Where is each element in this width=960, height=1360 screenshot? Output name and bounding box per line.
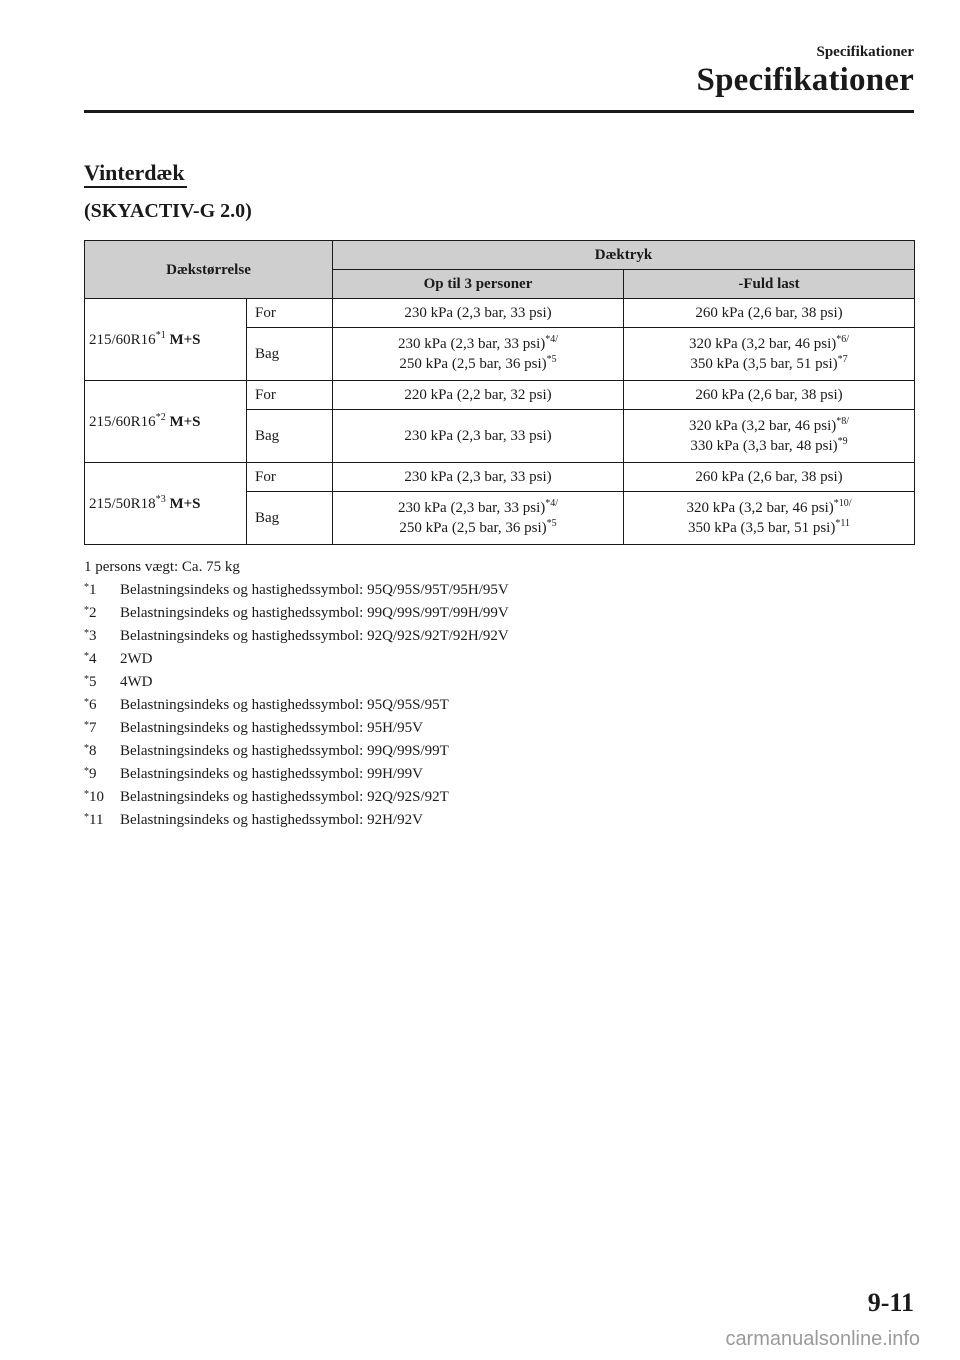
footnote-text: Belastningsindeks og hastighedssymbol: 95Q/95S/95T/95H/95V bbox=[120, 582, 509, 598]
table-row bbox=[85, 381, 915, 410]
table-row bbox=[85, 299, 915, 328]
footnote-item bbox=[84, 717, 509, 740]
footnote-key: *10 bbox=[84, 789, 104, 805]
pressure-cell: 320 kPa (3,2 bar, 46 psi)$^{*8/}$ 330 kPa (3,3 bar, 48 psi)$^{*9}$ bbox=[624, 410, 915, 463]
header-divider bbox=[84, 110, 914, 113]
tire-size-cell: 215/60R16$^{*2}$ M+S bbox=[85, 381, 247, 463]
footnote-key: *9 bbox=[84, 766, 97, 782]
footnote-key: *11 bbox=[84, 812, 104, 828]
footnote-item bbox=[84, 694, 509, 717]
position-rear: Bag bbox=[247, 328, 333, 381]
engine-subtitle: (SKYACTIV-G 2.0) bbox=[84, 200, 252, 222]
position-rear: Bag bbox=[247, 492, 333, 545]
footnote-text: Belastningsindeks og hastighedssymbol: 95Q/95S/95T bbox=[120, 697, 449, 713]
pressure-cell: 220 kPa (2,2 bar, 32 psi) bbox=[333, 381, 624, 410]
footnote-item bbox=[84, 763, 509, 786]
pressure-cell: 230 kPa (2,3 bar, 33 psi)$^{*4/}$ 250 kPa (2,5 bar, 36 psi)$^{*5}$ bbox=[333, 328, 624, 381]
footnote-key: *1 bbox=[84, 582, 97, 598]
mud-snow-mark: M+S bbox=[169, 495, 201, 512]
footnote-text: 4WD bbox=[120, 674, 153, 690]
footnote-text: 2WD bbox=[120, 651, 153, 667]
pressure-cell: 260 kPa (2,6 bar, 38 psi) bbox=[624, 463, 915, 492]
pressure-cell: 230 kPa (2,3 bar, 33 psi) bbox=[333, 463, 624, 492]
mud-snow-mark: M+S bbox=[169, 331, 201, 348]
tire-size-cell: 215/60R16$^{*1}$ M+S bbox=[85, 299, 247, 381]
footnote-item bbox=[84, 579, 509, 602]
footnote-text: Belastningsindeks og hastighedssymbol: 92Q/92S/92T bbox=[120, 789, 449, 805]
pressure-cell: 260 kPa (2,6 bar, 38 psi) bbox=[624, 381, 915, 410]
running-header-small: Specifikationer bbox=[816, 44, 914, 60]
pressure-cell: 230 kPa (2,3 bar, 33 psi) bbox=[333, 410, 624, 463]
footnote-text: Belastningsindeks og hastighedssymbol: 99Q/99S/99T/99H/99V bbox=[120, 605, 509, 621]
footnote-key: *6 bbox=[84, 697, 97, 713]
site-watermark: carmanualsonline.info bbox=[725, 1328, 920, 1350]
pressure-cell: 230 kPa (2,3 bar, 33 psi)$^{*4/}$ 250 kPa (2,5 bar, 36 psi)$^{*5}$ bbox=[333, 492, 624, 545]
footnote-key: *7 bbox=[84, 720, 97, 736]
section-title: Vinterdæk bbox=[84, 160, 185, 185]
footnote-item bbox=[84, 648, 509, 671]
footnote-item bbox=[84, 740, 509, 763]
footnote-item bbox=[84, 625, 509, 648]
header-tire-pressure: Dæktryk bbox=[333, 241, 915, 270]
footnote-key: *4 bbox=[84, 651, 97, 667]
header-up-to-3-persons: Op til 3 personer bbox=[333, 270, 624, 299]
footnote-text: Belastningsindeks og hastighedssymbol: 95H/95V bbox=[120, 720, 423, 736]
pressure-cell: 260 kPa (2,6 bar, 38 psi) bbox=[624, 299, 915, 328]
position-front: For bbox=[247, 381, 333, 410]
tire-size-cell: 215/50R18$^{*3}$ M+S bbox=[85, 463, 247, 545]
footnote-key: *5 bbox=[84, 674, 97, 690]
pressure-cell: 320 kPa (3,2 bar, 46 psi)$^{*10/}$ 350 kPa (3,5 bar, 51 psi)$^{*11}$ bbox=[624, 492, 915, 545]
footnote-key: *3 bbox=[84, 628, 97, 644]
footnote-key: *2 bbox=[84, 605, 97, 621]
position-rear: Bag bbox=[247, 410, 333, 463]
footnote-item bbox=[84, 671, 509, 694]
footnote-key: *8 bbox=[84, 743, 97, 759]
footnote-text: Belastningsindeks og hastighedssymbol: 92Q/92S/92T/92H/92V bbox=[120, 628, 509, 644]
running-header-title: Specifikationer bbox=[696, 62, 914, 98]
section-title-underline bbox=[84, 186, 187, 188]
page-number: 9-11 bbox=[867, 1288, 914, 1317]
pressure-cell: 320 kPa (3,2 bar, 46 psi)$^{*6/}$ 350 kPa (3,5 bar, 51 psi)$^{*7}$ bbox=[624, 328, 915, 381]
table-row bbox=[85, 463, 915, 492]
footnote-item bbox=[84, 786, 509, 809]
tire-pressure-table bbox=[84, 240, 915, 545]
weight-note: 1 persons vægt: Ca. 75 kg bbox=[84, 559, 240, 575]
footnote-item bbox=[84, 809, 509, 832]
mud-snow-mark: M+S bbox=[169, 413, 201, 430]
footnote-text: Belastningsindeks og hastighedssymbol: 92H/92V bbox=[120, 812, 423, 828]
header-tire-size: Dækstørrelse bbox=[85, 241, 333, 299]
pressure-cell: 230 kPa (2,3 bar, 33 psi) bbox=[333, 299, 624, 328]
footnote-text: Belastningsindeks og hastighedssymbol: 99H/99V bbox=[120, 766, 423, 782]
position-front: For bbox=[247, 299, 333, 328]
footnote-item bbox=[84, 602, 509, 625]
footnotes bbox=[84, 556, 509, 832]
footnote-text: Belastningsindeks og hastighedssymbol: 99Q/99S/99T bbox=[120, 743, 449, 759]
position-front: For bbox=[247, 463, 333, 492]
header-full-load: -Fuld last bbox=[624, 270, 915, 299]
footnote-list bbox=[84, 579, 509, 832]
